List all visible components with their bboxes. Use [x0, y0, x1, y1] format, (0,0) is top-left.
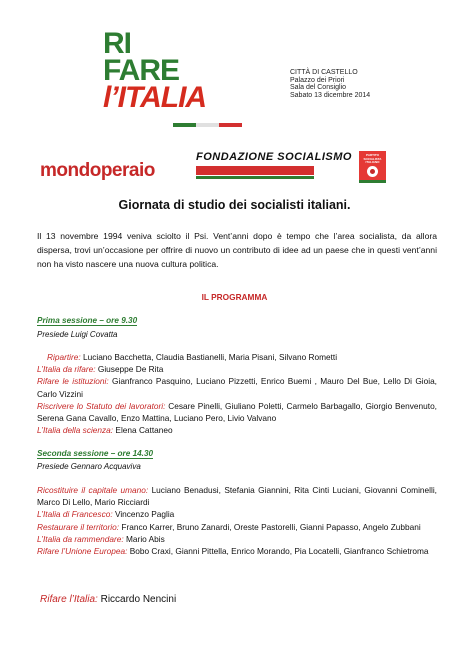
item-label: Ricostituire il capitale umano:: [37, 485, 149, 495]
item-speakers: Franco Karrer, Bruno Zanardi, Oreste Pastorelli, Gianni Papasso, Angelo Zubbani: [119, 521, 421, 532]
item-label: Rifare le istituzioni:: [37, 376, 109, 387]
rose-icon: [367, 166, 378, 177]
event-venue-1: Palazzo dei Priori: [290, 76, 345, 84]
session-2-items: [37, 484, 437, 557]
list-item: [37, 484, 437, 508]
session-1-title: Prima sessione – ore 9.30: [37, 316, 138, 325]
logo-line-1: RI: [103, 27, 131, 60]
list-item: [37, 521, 437, 533]
list-item: [37, 533, 437, 545]
session-1-chair: Presiede Luigi Covatta: [37, 330, 118, 339]
event-date: Sabato 13 dicembre 2014: [290, 91, 371, 99]
event-venue-2: Sala del Consiglio: [290, 84, 347, 91]
item-speakers: Gianfranco Pasquino, Luciano Pizzetti, Enrico Buemi , Mauro Del Bue, Lello Di Gioia, Carlo Vizzini: [37, 376, 437, 399]
session-2-title: Seconda sessione – ore 14.30: [37, 449, 154, 458]
list-item: [37, 351, 437, 363]
list-item: [37, 363, 437, 375]
closing-speaker: Riccardo Nencini: [97, 594, 177, 605]
fondazione-socialismo-logo: FONDAZIONE SOCIALISMO: [196, 151, 352, 163]
item-label: Restaurare il territorio:: [37, 521, 120, 532]
fondazione-green-bar: [196, 176, 314, 179]
logo-line-3: l’ITALIA: [103, 81, 207, 114]
item-label: Ripartire:: [47, 352, 81, 362]
tricolor-flag-stripe: [173, 114, 243, 118]
event-city: CITTÀ DI CASTELLO: [290, 69, 358, 76]
page-title: Giornata di studio dei socialisti italiani.: [118, 198, 351, 212]
item-label: L’Italia da rammendare:: [37, 533, 124, 544]
psi-logo-text: PARTITO SOCIALISTA ITALIANO: [363, 153, 382, 164]
item-label: L’Italia di Francesco:: [37, 509, 113, 520]
item-speakers: Luciano Bacchetta, Claudia Bastianelli, Maria Pisani, Silvano Rometti: [80, 352, 338, 362]
session-2-chair: Presiede Gennaro Acquaviva: [37, 462, 141, 471]
item-label: L’Italia della scienza:: [37, 425, 114, 436]
item-label: Rifare l’Unione Europea:: [37, 546, 128, 557]
logo-line-2: FARE: [103, 54, 180, 87]
item-speakers: Elena Cattaneo: [113, 425, 173, 436]
item-label: Riscrivere lo Statuto dei lavoratori:: [37, 400, 166, 411]
item-speakers: Bobo Craxi, Gianni Pittella, Enrico Morando, Pia Locatelli, Gianfranco Schietroma: [127, 546, 429, 557]
psi-logo-stripe: [359, 180, 386, 183]
list-item: [37, 400, 437, 424]
list-item: [37, 508, 437, 520]
rifare-italia-logo: [103, 27, 253, 130]
intro-paragraph: Il 13 novembre 1994 veniva sciolto il Psi. Vent’anni dopo è tempo che l’area socialista, da allora dispersa, trovi un’occasione per offrire di nuovo un contributo di idee ad un paese che in questi vent’anni non ha visto nascere una nuova cultura politica.: [37, 231, 437, 269]
psi-logo: [359, 151, 386, 183]
item-speakers: Luciano Benadusi, Stefania Giannini, Rita Cinti Luciani, Giovanni Cominelli, Marco Di Lello, Mario Ricciardi: [37, 485, 437, 508]
list-item: [37, 375, 437, 399]
fondazione-red-bar: [196, 166, 314, 175]
item-speakers: Cesare Pinelli, Giuliano Poletti, Carmelo Barbagallo, Giorgio Benvenuto, Serena Gana Cavallo, Enzo Mattina, Luciano Pero, Livio Valvano: [37, 400, 437, 424]
item-label: L’Italia da rifare:: [37, 364, 96, 375]
closing-line: [40, 594, 176, 605]
item-speakers: Vincenzo Paglia: [112, 509, 175, 520]
event-info: [290, 69, 370, 99]
closing-label: Rifare l’Italia:: [40, 594, 98, 605]
list-item: [37, 424, 437, 436]
item-speakers: Giuseppe De Rita: [95, 364, 164, 375]
program-heading: IL PROGRAMMA: [201, 292, 268, 302]
item-speakers: Mario Abis: [123, 533, 165, 544]
session-1-items: [37, 351, 437, 436]
mondoperaio-logo: mondoperaio: [40, 160, 155, 181]
list-item: [37, 545, 437, 557]
